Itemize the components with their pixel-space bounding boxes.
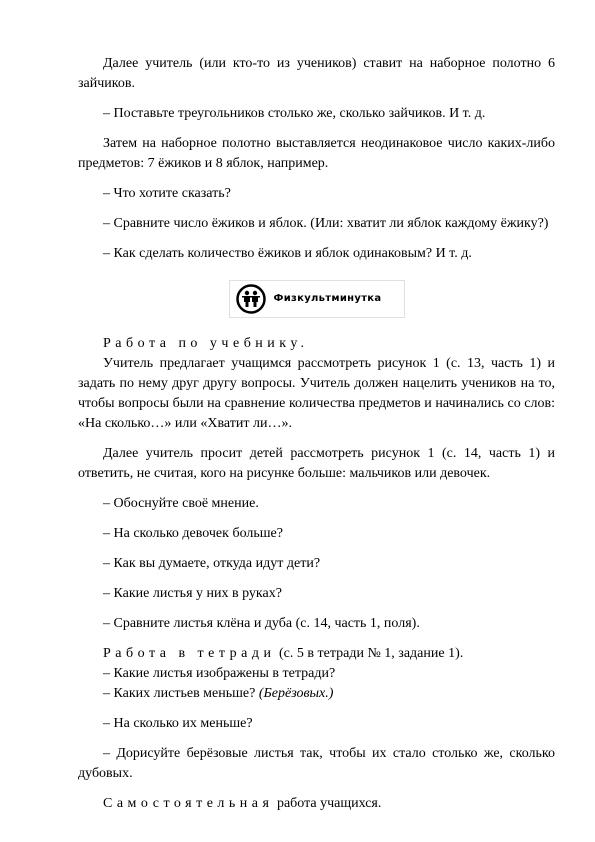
answer: (Берёзовых.)	[258, 686, 334, 701]
question: – Дорисуйте берёзовые листья так, чтобы их стало столько же, сколько дубовых.	[78, 746, 555, 781]
paragraph: – Как сделать количество ёжиков и яблок одинаковым? И т. д.	[103, 246, 472, 261]
question: – Обоснуйте своё мнение.	[103, 496, 259, 511]
banner-box	[229, 280, 405, 318]
paragraph: Затем на наборное полотно выставляется неодинаковое число каких-либо предметов: 7 ёжиков и 8 яблок, например.	[78, 136, 555, 171]
question: – Каких листьев меньше?	[103, 686, 259, 701]
question: – Как вы думаете, откуда идут дети?	[103, 556, 321, 571]
paragraph: Далее учитель просит детей рассмотреть рисунок 1 (с. 14, часть 1) и ответить, не считая, кого на рисунке больше: мальчиков или девочек.	[78, 446, 555, 481]
section-heading-rest: (с. 5 в тетради № 1, задание 1).	[275, 646, 464, 661]
section-heading-line	[78, 794, 555, 814]
section-heading: Работа в тетради	[103, 646, 276, 661]
paragraph: Далее учитель (или кто-то из учеников) ставит на наборное полотно 6 зайчиков.	[78, 56, 555, 91]
paragraph: – Сравните число ёжиков и яблок. (Или: хватит ли яблок каждому ёжику?)	[103, 216, 549, 231]
question: – Какие листья изображены в тетради?	[103, 666, 336, 681]
question: – На сколько их меньше?	[103, 716, 253, 731]
question: – Сравните листья клёна и дуба (с. 14, часть 1, поля).	[103, 616, 420, 631]
physical-break-banner	[78, 277, 555, 321]
question: – На сколько девочек больше?	[103, 526, 283, 541]
section-heading-rest: работа учащихся.	[273, 796, 382, 811]
question-line	[78, 684, 555, 704]
paragraph: – Что хотите сказать?	[103, 186, 231, 201]
paragraph: Учитель предлагает учащимся рассмотреть рисунок 1 (с. 13, часть 1) и задать по нему друг другу вопросы. Учитель должен нацелить учеников на то, чтобы вопросы были на сравнение количества предметов и начинались со слов: «На сколько…» или «Хватит ли…».	[78, 356, 555, 431]
section-heading: Самостоятельная	[103, 796, 274, 811]
banner-label: Физкультминутка	[273, 293, 382, 304]
section-heading: Работа по учебнику.	[103, 336, 309, 351]
question: – Какие листья у них в руках?	[103, 586, 282, 601]
section-heading-line	[78, 644, 555, 664]
people-icon	[236, 284, 266, 314]
document-page	[78, 54, 555, 814]
paragraph: – Поставьте треугольников столько же, сколько зайчиков. И т. д.	[103, 106, 486, 121]
